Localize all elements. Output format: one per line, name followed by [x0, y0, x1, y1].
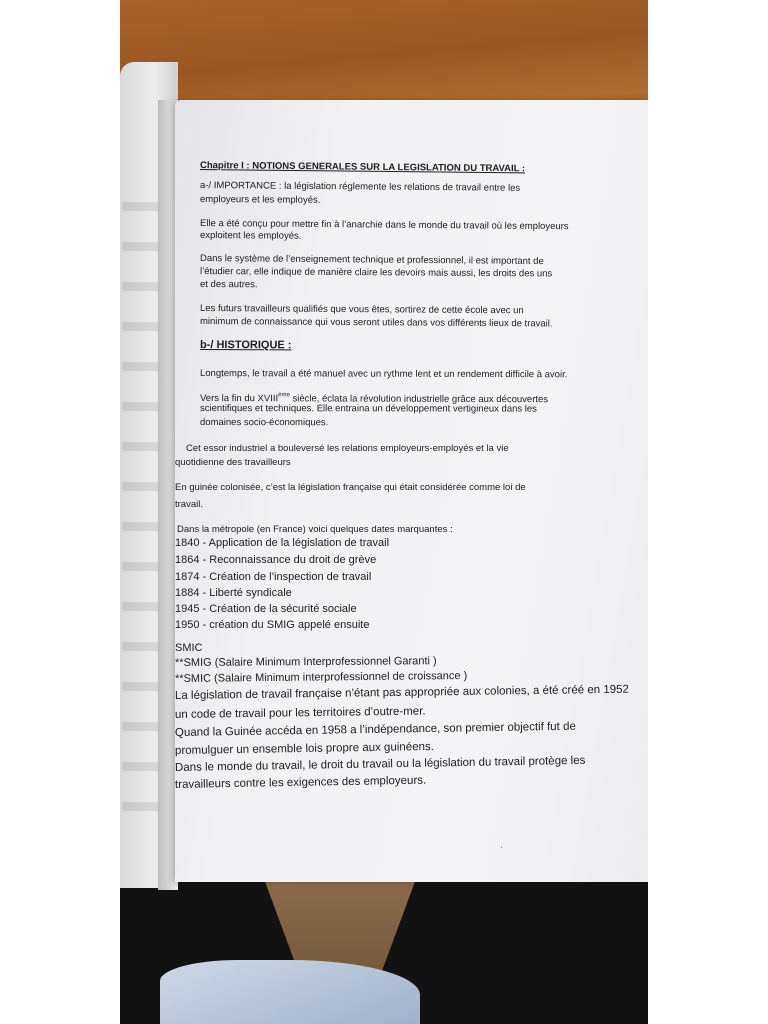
para4-line2: minimum de connaissance qui vous seront utiles dans vos différents lieux de travail.: [199, 316, 553, 330]
closing-line: un code de travail pour les territoires d’outre-mer.: [174, 705, 426, 721]
hist-para2-line2: scientifiques et techniques. Elle entraina un développement vertigineux dans les: [199, 403, 537, 415]
para3-line1: Dans le système de l’enseignement technique et professionnel, il est important de: [199, 253, 544, 267]
page-text: [175, 100, 648, 882]
date-item: 1864 - Reconnaissance du droit de grève: [175, 554, 377, 566]
closing-line: travailleurs contre les exigences des employeurs.: [174, 774, 427, 791]
hist-para3-line2: quotidienne des travailleurs: [175, 457, 291, 468]
para3-line3: et des autres.: [199, 279, 258, 291]
photo-scene: [120, 0, 648, 1024]
importance-line2: employeurs et les employés.: [199, 194, 321, 206]
date-item: 1840 - Application de la législation de travail: [175, 537, 390, 549]
smic-note: **SMIC (Salaire Minimum interprofessionnel de croissance ): [174, 669, 468, 685]
document-page: [175, 100, 648, 882]
hist-para1: Longtemps, le travail a été manuel avec un rythme lent et un rendement difficile à avoir.: [199, 368, 568, 381]
historique-heading: b-/ HISTORIQUE :: [199, 339, 292, 352]
chapter-title: Chapitre I : NOTIONS GENERALES SUR LA LEGISLATION DU TRAVAIL :: [199, 160, 526, 175]
para4-line1: Les futurs travailleurs qualifiés que vous êtes, sortirez de cette école avec un: [199, 303, 524, 317]
hist-para3-line1: Cet essor industriel a bouleversé les relations employeurs-employés et la vie: [186, 443, 509, 454]
hist-para2-b: siècle, éclata la révolution industrielle grâce aux découvertes: [289, 393, 549, 406]
hist-para4-line1: En guinée colonisée, c’est la législation française qui était considérée comme loi de: [175, 482, 526, 493]
para2-line2: exploitent les employés.: [199, 230, 302, 242]
closing-line: Dans le monde du travail, le droit du travail ou la législation du travail protège les: [174, 754, 586, 774]
para3-line2: l’étudier car, elle indique de manière claire les devoirs mais aussi, les droits des uns: [199, 266, 553, 280]
date-item: 1945 - Création de la sécurité sociale: [175, 603, 357, 615]
date-item: 1874 - Création de l’inspection de travail: [175, 571, 372, 583]
hist-para4-line2: travail.: [175, 499, 203, 510]
date-item: 1950 - création du SMIG appelé ensuite: [175, 619, 370, 631]
importance-heading: a-/ IMPORTANCE :: [199, 180, 282, 192]
closing-line: promulguer un ensemble lois propre aux guinéens.: [174, 740, 434, 757]
date-item: 1884 - Liberté syndicale: [175, 587, 292, 599]
smig-note: **SMIG (Salaire Minimum Interprofessionnel Garanti ): [174, 655, 437, 669]
para2-line1: Elle a été conçu pour mettre fin à l’anarchie dans le monde du travail où les employeurs: [199, 218, 569, 233]
dates-intro: Dans la métropole (en France) voici quelques dates marquantes :: [177, 524, 453, 535]
superscript-eme: ème: [278, 392, 290, 399]
smic-label: SMIC: [175, 642, 203, 654]
cloth: [160, 960, 420, 1024]
hist-para2-a: Vers la fin du XVIII: [199, 393, 279, 405]
closing-line: La législation de travail française n’étant pas appropriée aux colonies, a été créé en 1952: [174, 683, 629, 702]
importance-line1-text: la législation réglemente les relations de travail entre les: [281, 180, 521, 194]
closing-line: Quand la Guinée accéda en 1958 a l’indépendance, son premier objectif fut de: [174, 720, 576, 739]
importance-line1: [200, 180, 520, 195]
page-mark: ˈ: [500, 845, 503, 855]
hist-para2-line3: domaines socio-économiques.: [199, 417, 329, 429]
